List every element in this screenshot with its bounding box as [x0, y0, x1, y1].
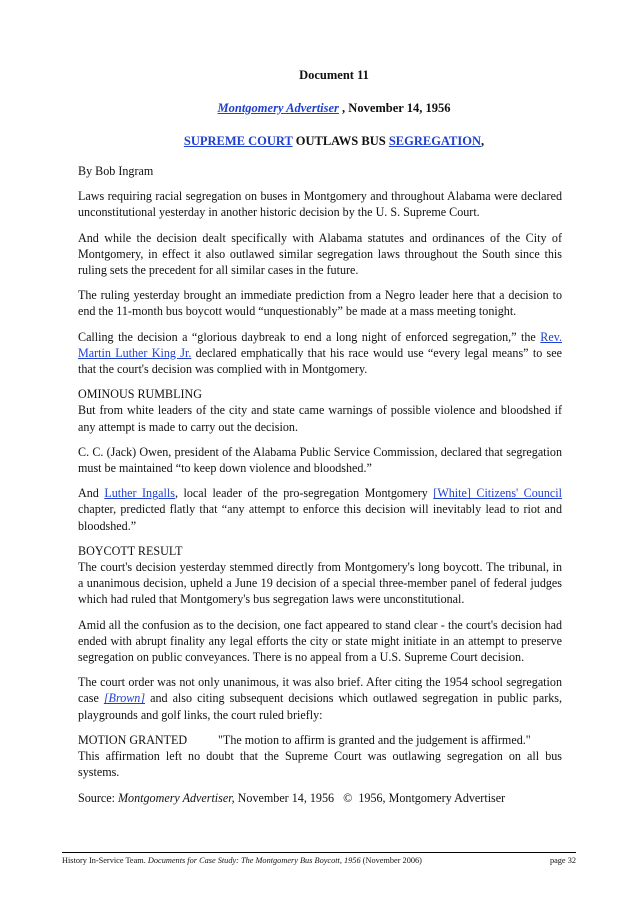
paragraph-8: The court's decision yesterday stemmed directly from Montgomery's long boycott. The tribunal, in a unanimous decision, upheld a June 19 decision of a special three-member panel of federal judges which had ruled that Montgomery's bus segregation laws were unconstitutional. [78, 560, 562, 607]
headline-end: , [480, 134, 485, 148]
source-label: Source: [78, 790, 118, 805]
luther-ingalls-link[interactable]: Luther Ingalls [104, 486, 175, 501]
paragraph-10-text-a: The court order was not only unanimous, it was also brief. After citing the 1954 school segregation case [78, 675, 562, 706]
source-rest: November 14, 1956 © 1956, Montgomery Advertiser [234, 790, 506, 805]
paragraph-7 [78, 485, 562, 534]
article-headline [0, 134, 638, 149]
paragraph-4-text-b: declared emphatically that his race would use “every legal means” to see that the court's decision was complied with in Montgomery. [78, 345, 562, 377]
motion-quote: "The motion to affirm is granted and the judgement is affirmed." [218, 732, 531, 747]
paragraph-7-text-c: chapter, predicted flatly that “any attempt to enforce this decision will inevitably lead to riot and bloodshed.” [78, 502, 562, 533]
footer-divider [62, 852, 576, 853]
paragraph-2: And while the decision dealt specifically with Alabama statutes and ordinances of the City of Montgomery, in effect it also outlawed similar segregation laws throughout the South since this ruling sets the precedent for all similar cases in the future. [78, 230, 562, 278]
paragraph-3: The ruling yesterday brought an immediate prediction from a Negro leader here that a decision to end the 11-month bus boycott would “unquestionably” be made at a mass meeting tonight. [78, 288, 562, 319]
motion-granted-row [78, 732, 562, 748]
brown-link[interactable]: [Brown] [103, 691, 146, 706]
paragraph-7-text-a: And [78, 486, 105, 501]
footer-citation [62, 856, 422, 865]
paragraph-7-text-b: , local leader of the pro-segregation Montgomery [174, 486, 434, 501]
document-title: Document 11 [299, 68, 369, 82]
date-separator: , [338, 101, 349, 115]
publication-line [0, 101, 638, 116]
supreme-court-link[interactable]: SUPREME COURT [183, 134, 293, 148]
paragraph-11: This affirmation left no doubt that the Supreme Court was outlawing segregation on all bus systems. [78, 749, 562, 780]
publication-date: November 14, 1956 [348, 101, 451, 115]
citizens-council-link[interactable]: [White] Citizens' Council [433, 486, 562, 501]
paragraph-9: Amid all the confusion as to the decision, one fact appeared to stand clear - the court's decision had ended with abrupt finality any legal efforts the city or state might initiate in an attempt to preserve segregation on public conveyances. There is no appeal from a U.S. Supreme Court decision. [78, 617, 562, 665]
headline-middle: OUTLAWS BUS [292, 134, 389, 148]
source-line [78, 790, 562, 806]
footer-date: (November 2006) [360, 856, 422, 865]
paragraph-6: C. C. (Jack) Owen, president of the Alabama Public Service Commission, declared that segregation must be maintained “to keep down violence and bloodshed.” [78, 444, 562, 476]
mlk-link[interactable]: Rev. Martin Luther King Jr. [78, 329, 562, 360]
paragraph-4-text-a: Calling the decision a “glorious daybreak to end a long night of enforced segregation,” the [78, 329, 541, 344]
paragraph-10-text-b: and also citing subsequent decisions which outlawed segregation in public parks, playgrounds and golf links, the court ruled briefly: [78, 691, 562, 722]
page-footer [62, 856, 576, 865]
article-body [78, 163, 562, 815]
newspaper-link[interactable]: Montgomery Advertiser [217, 101, 339, 115]
paragraph-10 [78, 674, 562, 723]
footer-team: History In-Service Team. [62, 856, 148, 865]
page-number: page 32 [549, 856, 576, 865]
paragraph-5: But from white leaders of the city and state came warnings of possible violence and bloodshed if any attempt is made to carry out the decision. [78, 403, 562, 434]
source-paper: Montgomery Advertiser, [117, 790, 235, 805]
section-heading-ominous: OMINOUS RUMBLING [78, 387, 202, 402]
section-heading-boycott: BOYCOTT RESULT [78, 543, 183, 558]
paragraph-4 [78, 329, 562, 378]
paragraph-1: Laws requiring racial segregation on buses in Montgomery and throughout Alabama were declared unconstitutional yesterday in another historic decision by the U. S. Supreme Court. [78, 189, 562, 220]
motion-label: MOTION GRANTED [78, 732, 188, 747]
footer-doc-title: Documents for Case Study: The Montgomery Bus Boycott, 1956 [147, 856, 361, 865]
segregation-link[interactable]: SEGREGATION [388, 134, 481, 148]
byline: By Bob Ingram [78, 164, 154, 178]
